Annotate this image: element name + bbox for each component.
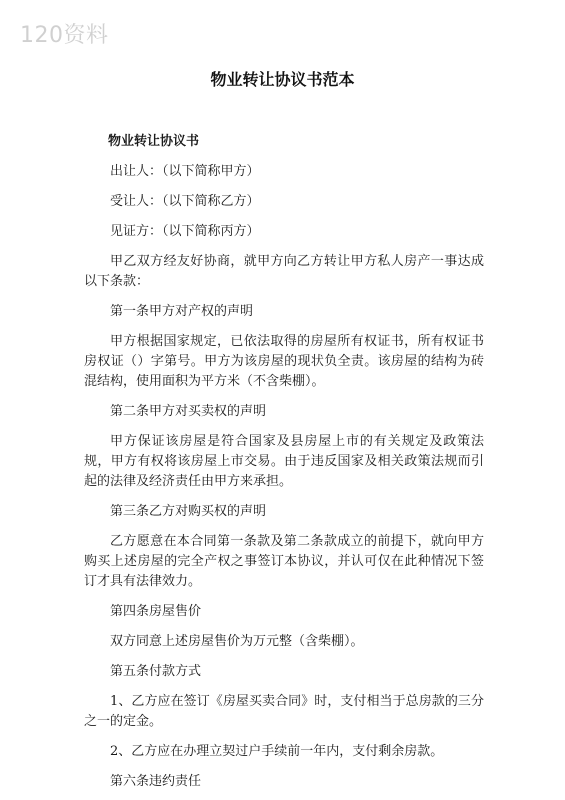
- document-subtitle: 物业转让协议书: [108, 134, 200, 149]
- document-title: 物业转让协议书范本: [210, 70, 355, 89]
- article-2-body: 甲方保证该房屋是符合国家及县房屋上市的有关规定及政策法规，甲方有权将该房屋上市交易。由于违反国家及相关政策法规而引起的法律及经济责任由甲方来承担。: [84, 434, 484, 489]
- party-buyer: 受让人：（以下简称乙方）: [110, 194, 260, 209]
- article-3-body: 乙方愿意在本合同第一条款及第二条款成立的前提下，就向甲方购买上述房屋的完全产权之事签订本协议，并认可仅在此种情况下签订才具有法律效力。: [84, 534, 484, 589]
- party-witness: 见证方：（以下简称丙方）: [110, 224, 260, 239]
- article-3-heading: 第三条乙方对购买权的声明: [110, 504, 267, 519]
- article-1-body: 甲方根据国家规定，已依法取得的房屋所有权证书，所有权证书房权证（）字第号。甲方为该房屋的现状负全责。该房屋的结构为砖混结构，使用面积为平方米（不含柴棚）。: [84, 334, 484, 389]
- article-5-item-1: 1、乙方应在签订《房屋买卖合同》时，支付相当于总房款的三分之一的定金。: [84, 694, 484, 729]
- article-4-heading: 第四条房屋售价: [110, 604, 202, 619]
- watermark-logo: 120资料: [20, 23, 109, 48]
- article-5-heading: 第五条付款方式: [110, 664, 202, 679]
- article-2-heading: 第二条甲方对买卖权的声明: [110, 404, 267, 419]
- intro-paragraph: 甲乙双方经友好协商，就甲方向乙方转让甲方私人房产一事达成以下条款：: [84, 254, 484, 289]
- article-6-heading: 第六条违约责任: [110, 774, 202, 789]
- party-seller: 出让人：（以下简称甲方）: [110, 164, 260, 179]
- article-5-item-2: 2、乙方应在办理立契过户手续前一年内，支付剩余房款。: [110, 744, 444, 759]
- document-body: [84, 132, 484, 792]
- article-1-heading: 第一条甲方对产权的声明: [110, 304, 254, 319]
- article-4-body: 双方同意上述房屋售价为万元整（含柴棚）。: [110, 634, 364, 649]
